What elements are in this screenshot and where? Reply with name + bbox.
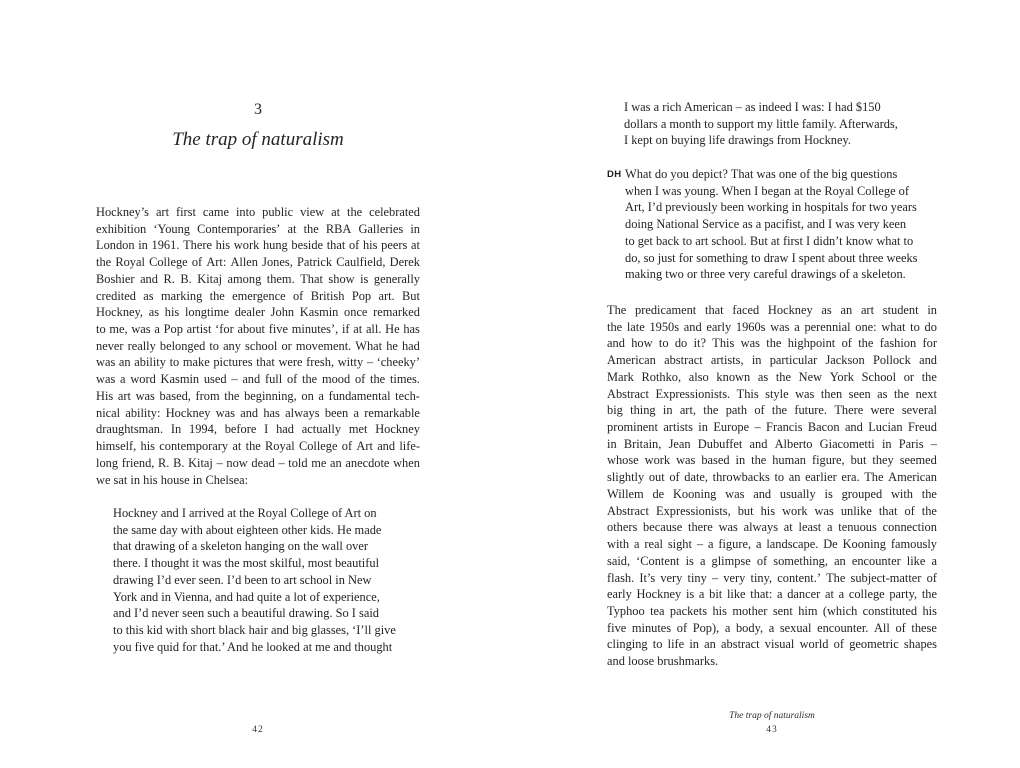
- text-line: big thing in art, the path of the future. There were several: [607, 403, 937, 418]
- text-line: to get back to art school. But at first I didn’t know what to: [625, 233, 914, 248]
- text-line: in Britain, Jean Dubuffet and Alberto Giacometti in Paris –: [607, 436, 937, 451]
- text-line: dollars a month to support my little family. Afterwards,: [624, 116, 898, 131]
- text-line: Abstract Expressionists. This style was then seen as the next: [607, 386, 937, 401]
- text-line: early Hockney is a bit like that: a dancer at a college party, the: [607, 587, 937, 602]
- page-left: [96, 0, 420, 768]
- opening-paragraph: [96, 204, 420, 488]
- text-line: never really belonged to any school or movement. What he had: [96, 338, 420, 353]
- text-line: The predicament that faced Hockney as an art student in: [607, 303, 937, 317]
- text-line: Art, I’d previously been working in hospitals for two years: [625, 200, 917, 215]
- chapter-title: The trap of naturalism: [172, 129, 344, 150]
- page-number-left: 42: [252, 725, 264, 735]
- text-line: exhibition ‘Young Contemporaries’ at the RBA Galleries in: [96, 221, 420, 236]
- text-line: credited as marking the emergence of British Pop art. But: [96, 288, 420, 303]
- text-line: Hockney’s art first came into public view at the celebrated: [96, 205, 420, 219]
- text-line: five minutes of Pop), a body, a sexual encounter. All of these: [607, 620, 937, 635]
- text-line: What do you depict? That was one of the big questions: [625, 167, 898, 181]
- text-line: when I was young. When I began at the Royal College of: [625, 183, 909, 198]
- page-number-right: 43: [766, 725, 778, 735]
- text-line: was a word Kasmin used – and full of the mood of the times.: [96, 372, 420, 387]
- text-line: said, ‘Content is a glimpse of something, an encounter like a: [607, 553, 937, 568]
- text-line: the same day with about eighteen other kids. He made: [113, 522, 382, 537]
- text-line: Boshier and R. B. Kitaj among them. That show is generally: [96, 271, 420, 286]
- text-line: long friend, R. B. Kitaj – now dead – told me an anecdote when: [96, 455, 420, 470]
- text-line: you five quid for that.’ And he looked at me and thought: [113, 639, 393, 654]
- text-line: the late 1950s and early 1960s was a perennial one: what to do: [607, 319, 937, 334]
- running-footer: The trap of naturalism: [729, 711, 815, 721]
- text-line: draughtsman. In 1994, before I had actually met Hockney: [96, 422, 420, 437]
- text-line: Willem de Kooning was and usually is grouped with the: [607, 486, 937, 501]
- interview-block: [607, 166, 937, 283]
- interview-text: [607, 166, 937, 283]
- text-line: doing National Service as a pacifist, and I was very keen: [625, 217, 907, 232]
- text-line: and I’d never seen such a beautiful drawing. So I said: [113, 606, 379, 621]
- blockquote-continuation: [607, 99, 933, 149]
- chapter-number: 3: [254, 101, 262, 118]
- text-line: to me, was a Pop artist ‘for about five minutes’, if at all. He has: [96, 322, 420, 337]
- text-line: drawing I’d ever seen. I’d been to art school in New: [113, 572, 372, 587]
- text-line: prominent artists in Europe – Francis Bacon and Lucian Freud: [607, 420, 937, 435]
- text-line: slightly out of date, throwbacks to an earlier era. The American: [607, 470, 937, 485]
- text-line: I kept on buying life drawings from Hockney.: [624, 133, 851, 148]
- text-line: nical ability: Hockney was and has always been a remarkable: [96, 405, 420, 420]
- text-line: clinging to life in an abstract visual world of geometric shapes: [607, 637, 937, 652]
- text-line: was an ability to make pictures that were fresh, witty – ‘cheeky’: [96, 355, 420, 370]
- text-line: that drawing of a skeleton hanging on the wall over: [113, 539, 368, 554]
- text-line: making two or three very careful drawings of a skeleton.: [625, 267, 906, 282]
- text-line: with a real sight – a figure, a landscape. De Kooning famously: [607, 537, 937, 552]
- text-line: I was a rich American – as indeed I was: I had $150: [624, 100, 881, 114]
- text-line: to this kid with short black hair and big glasses, ‘I’ll give: [113, 623, 396, 638]
- text-line: His art was based, from the beginning, on a fundamental tech-: [96, 388, 420, 403]
- text-line: the Royal College of Art: Allen Jones, Patrick Caulfield, Derek: [96, 255, 420, 270]
- text-line: and how to do it? This was the highpoint of the fashion for: [607, 336, 937, 351]
- text-line: Typhoo tea packets his mother sent him (which constituted his: [607, 603, 937, 618]
- page-right: [607, 0, 937, 768]
- text-line: there. I thought it was the most skilful, most beautiful: [113, 556, 380, 571]
- text-line: Abstract Expressionists, but his work was unlike that of the: [607, 503, 937, 518]
- text-line: Mark Rothko, also known as the New York School or the: [607, 369, 937, 384]
- text-line: do, so just for something to draw I spent about three weeks: [625, 250, 918, 265]
- anecdote-blockquote: [96, 505, 400, 655]
- text-line: York and in Vienna, and had quite a lot of experience,: [113, 589, 380, 604]
- text-line: American abstract artists, in particular Jackson Pollock and: [607, 353, 937, 368]
- text-line: whose work was based in the human figure, but they seemed: [607, 453, 937, 468]
- text-line: London in 1961. There his work hung beside that of his peers at: [96, 238, 420, 253]
- text-line: himself, his contemporary at the Royal College of Art and life-: [96, 439, 420, 454]
- text-line: Hockney, as his longtime dealer John Kasmin once remarked: [96, 305, 420, 320]
- text-line: flash. It’s very tiny – very tiny, content.’ The subject-matter of: [607, 570, 937, 585]
- body-paragraph: [607, 302, 937, 670]
- text-line: others because there was always at least a tenuous connection: [607, 520, 937, 535]
- text-line: Hockney and I arrived at the Royal College of Art on: [113, 506, 377, 520]
- text-line: we sat in his house in Chelsea:: [96, 472, 249, 487]
- text-line: and loose brushmarks.: [607, 654, 719, 669]
- speaker-label: DH: [607, 169, 622, 181]
